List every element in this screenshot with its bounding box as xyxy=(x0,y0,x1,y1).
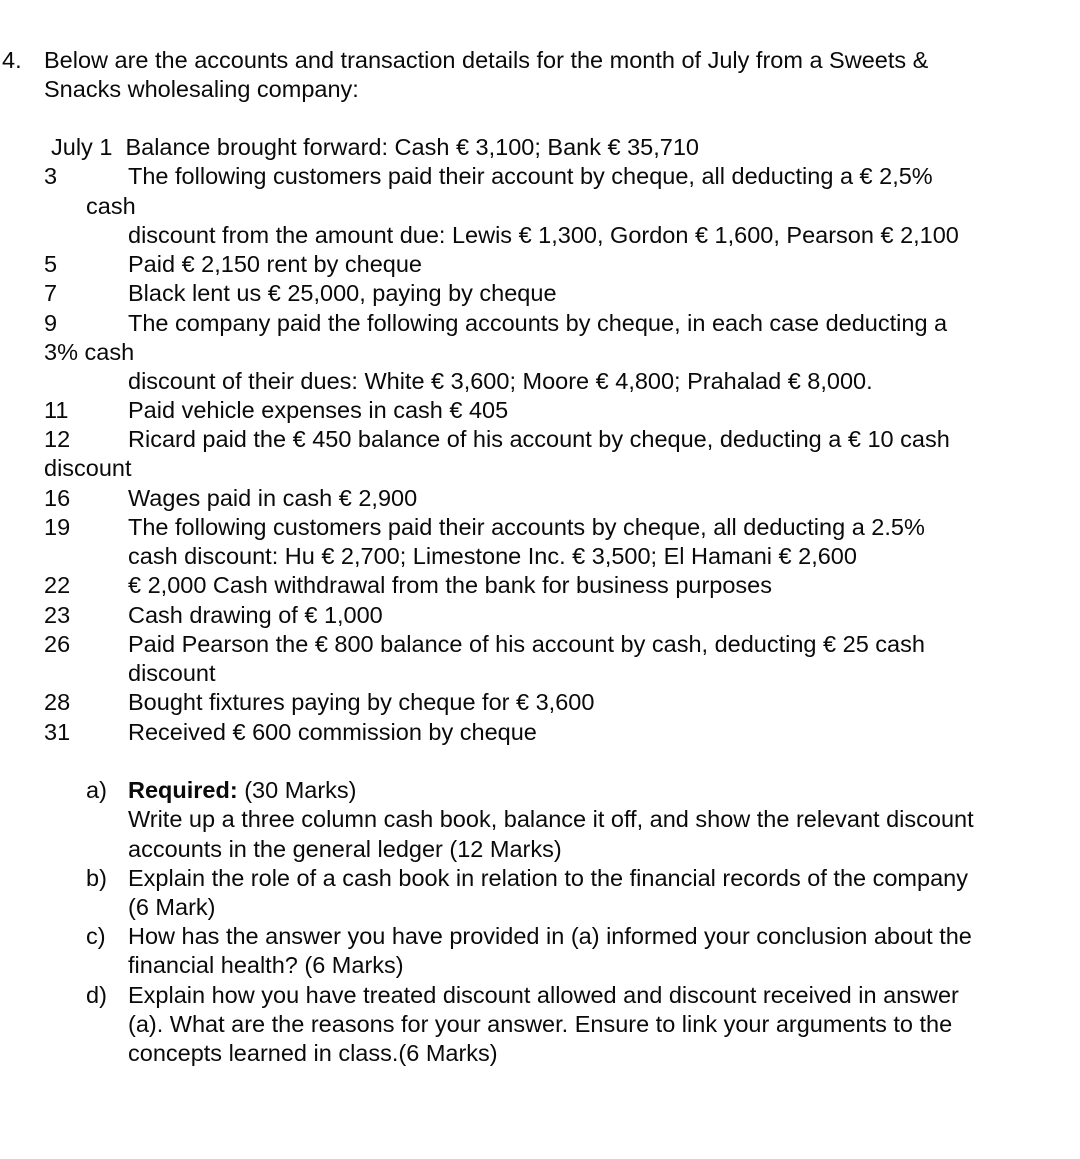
transaction-19-line-2: cash discount: Hu € 2,700; Limestone Inc. € 3,500; El Hamani € 2,600 xyxy=(128,543,857,569)
day-31: 31 xyxy=(44,719,71,745)
day-11: 11 xyxy=(44,397,69,423)
transaction-26-line-1: Paid Pearson the € 800 balance of his account by cash, deducting € 25 cash xyxy=(128,631,925,657)
transaction-26-line-2: discount xyxy=(128,660,216,686)
part-b-label: b) xyxy=(86,865,107,891)
transaction-22: € 2,000 Cash withdrawal from the bank for business purposes xyxy=(128,572,772,598)
transaction-3-line-2: discount from the amount due: Lewis € 1,300, Gordon € 1,600, Pearson € 2,100 xyxy=(128,222,959,248)
part-a-required: Required: xyxy=(128,777,238,803)
transaction-16: Wages paid in cash € 2,900 xyxy=(128,485,418,511)
part-c-line-1: How has the answer you have provided in (a) informed your conclusion about the xyxy=(128,923,972,949)
opening-balance: July 1 Balance brought forward: Cash € 3,100; Bank € 35,710 xyxy=(51,134,699,160)
part-b-line-2: (6 Mark) xyxy=(128,894,216,920)
day-28: 28 xyxy=(44,689,71,715)
transaction-31: Received € 600 commission by cheque xyxy=(128,719,537,745)
question-intro-line-2: Snacks wholesaling company: xyxy=(44,76,359,102)
part-d-line-1: Explain how you have treated discount allowed and discount received in answer xyxy=(128,982,959,1008)
transaction-11: Paid vehicle expenses in cash € 405 xyxy=(128,397,509,423)
part-c-label: c) xyxy=(86,923,106,949)
transaction-12-line-1: Ricard paid the € 450 balance of his account by cheque, deducting a € 10 cash xyxy=(128,426,950,452)
transaction-3-wrap: cash xyxy=(86,193,136,219)
day-3: 3 xyxy=(44,163,58,189)
part-d-line-2: (a). What are the reasons for your answer. Ensure to link your arguments to the xyxy=(128,1011,953,1037)
part-a-line-2: Write up a three column cash book, balance it off, and show the relevant discount xyxy=(128,806,974,832)
day-12: 12 xyxy=(44,426,71,452)
transaction-9-wrap: 3% cash xyxy=(44,339,135,365)
transaction-23: Cash drawing of € 1,000 xyxy=(128,602,383,628)
transaction-12-wrap: discount xyxy=(44,455,132,481)
day-22: 22 xyxy=(44,572,71,598)
transaction-5: Paid € 2,150 rent by cheque xyxy=(128,251,422,277)
part-d-line-3: concepts learned in class.(6 Marks) xyxy=(128,1040,498,1066)
day-9: 9 xyxy=(44,310,58,336)
transaction-9-line-2: discount of their dues: White € 3,600; Moore € 4,800; Prahalad € 8,000. xyxy=(128,368,873,394)
day-19: 19 xyxy=(44,514,71,540)
transaction-19-line-1: The following customers paid their accounts by cheque, all deducting a 2.5% xyxy=(128,514,925,540)
part-c-line-2: financial health? (6 Marks) xyxy=(128,952,404,978)
part-a-label: a) xyxy=(86,777,107,803)
transaction-9-line-1: The company paid the following accounts by cheque, in each case deducting a xyxy=(128,310,948,336)
day-7: 7 xyxy=(44,280,58,306)
part-a-line-3: accounts in the general ledger (12 Marks) xyxy=(128,836,562,862)
transaction-3-line-1: The following customers paid their account by cheque, all deducting a € 2,5% xyxy=(128,163,933,189)
part-a-heading xyxy=(128,776,357,804)
question-intro-line-1: Below are the accounts and transaction details for the month of July from a Sweets & xyxy=(44,47,929,73)
question-number: 4. xyxy=(2,47,22,73)
day-16: 16 xyxy=(44,485,71,511)
day-23: 23 xyxy=(44,602,71,628)
day-26: 26 xyxy=(44,631,71,657)
part-b-line-1: Explain the role of a cash book in relation to the financial records of the company xyxy=(128,865,968,891)
day-5: 5 xyxy=(44,251,58,277)
transaction-7: Black lent us € 25,000, paying by cheque xyxy=(128,280,557,306)
part-d-label: d) xyxy=(86,982,107,1008)
part-a-marks: (30 Marks) xyxy=(237,777,357,803)
transaction-28: Bought fixtures paying by cheque for € 3,600 xyxy=(128,689,595,715)
